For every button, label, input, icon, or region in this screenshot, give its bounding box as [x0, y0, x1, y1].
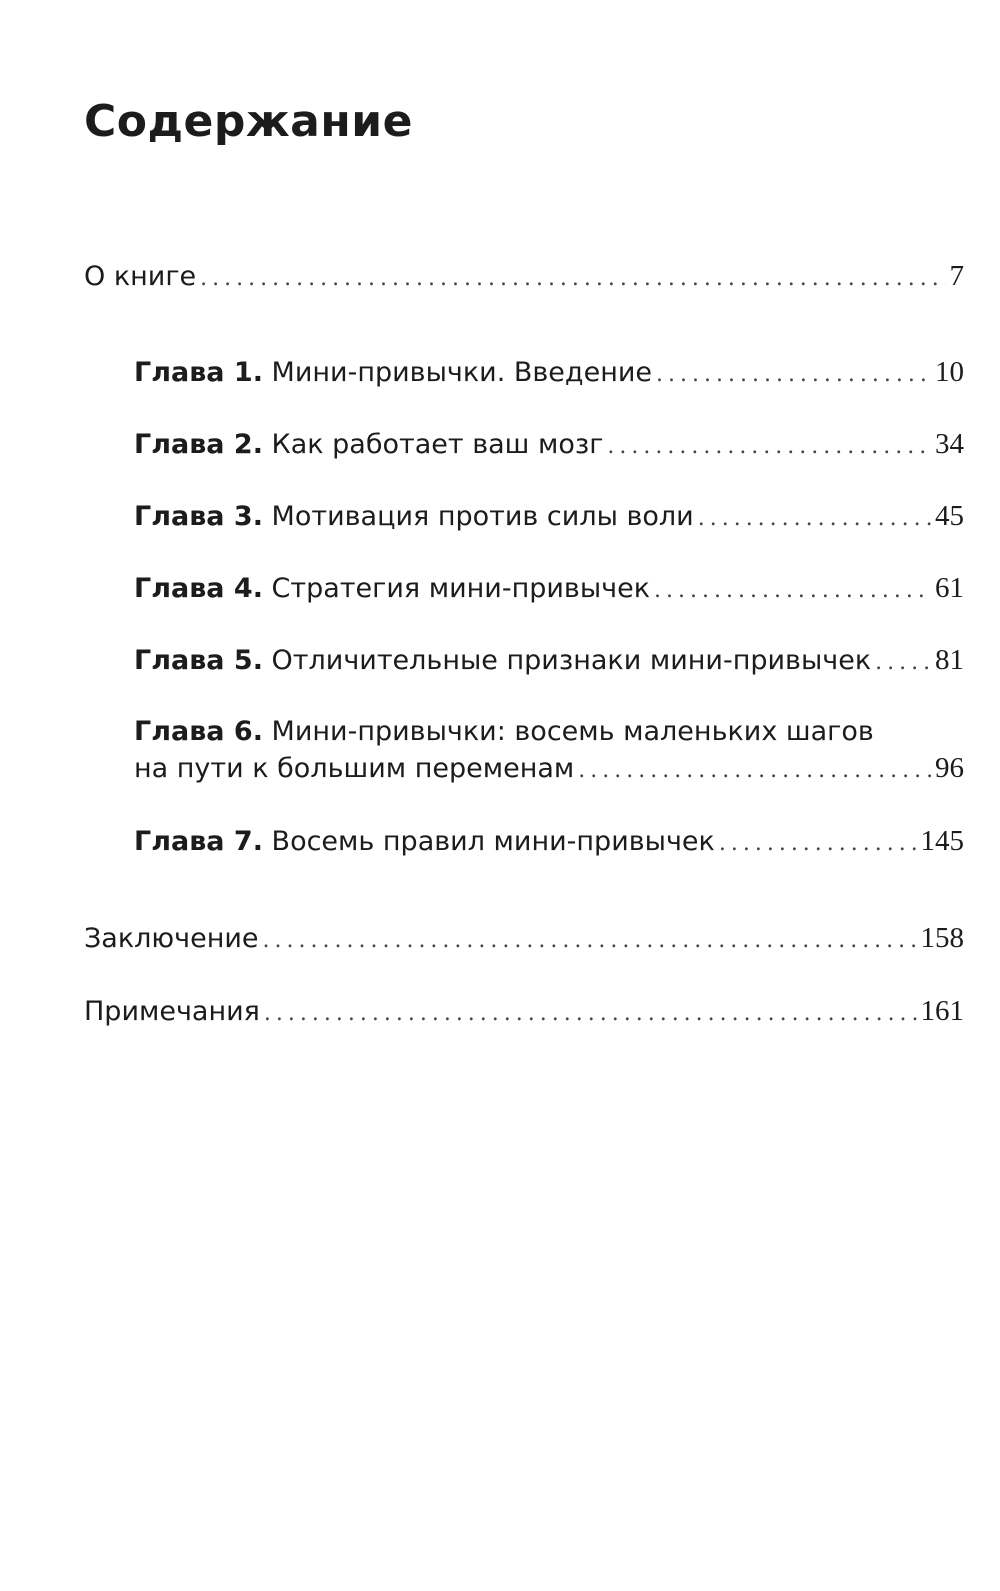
toc-entry-chapter-3[interactable]: [134, 498, 964, 537]
toc-entry-about[interactable]: [84, 258, 964, 297]
toc-entry-label: [134, 714, 964, 750]
toc-entry-label: [134, 499, 694, 535]
toc-entry-chapter-5[interactable]: [134, 642, 964, 681]
toc-entry-label: [134, 355, 652, 391]
chapter-prefix: Глава 2.: [134, 429, 263, 460]
dot-leader: [875, 645, 931, 681]
dot-leader: [200, 261, 945, 297]
toc-entry-label: [134, 643, 871, 679]
chapter-title: Мини-привычки. Введение: [271, 357, 653, 388]
chapter-title: Отличительные признаки мини-привычек: [271, 645, 872, 676]
toc-entry-label: Заключение: [84, 923, 259, 954]
toc-entry-label: Примечания: [84, 996, 260, 1027]
toc-entry-label: [134, 427, 603, 463]
dot-leader: [654, 573, 931, 609]
dot-leader: [578, 753, 931, 789]
chapter-prefix: Глава 1.: [134, 357, 263, 388]
dot-leader: [656, 357, 931, 393]
toc-entry-chapter-4[interactable]: [134, 570, 964, 609]
toc-page-number: 158: [920, 922, 964, 954]
chapter-title: Стратегия мини-привычек: [271, 573, 651, 604]
chapter-title-line1: Мини-привычки: восемь маленьких шагов: [271, 716, 874, 747]
toc-page-number: 34: [935, 428, 964, 460]
toc-page-number: 96: [935, 752, 964, 784]
toc-entry-chapter-6[interactable]: [134, 714, 964, 789]
chapter-prefix: Глава 4.: [134, 573, 263, 604]
toc-page-number: 161: [920, 995, 964, 1027]
chapter-title: Как работает ваш мозг: [271, 429, 604, 460]
toc-entry-label: [134, 824, 715, 860]
toc-page-number: 10: [935, 356, 964, 388]
chapter-prefix: Глава 3.: [134, 501, 263, 532]
page-title: Содержание: [84, 96, 413, 147]
dot-leader: [607, 429, 931, 465]
toc-page-number: 45: [935, 500, 964, 532]
toc-entry-notes[interactable]: [84, 993, 964, 1032]
toc-page-number: 145: [920, 825, 964, 857]
toc-entry-conclusion[interactable]: [84, 920, 964, 959]
chapter-prefix: Глава 6.: [134, 716, 263, 747]
toc-entry-label: [134, 571, 650, 607]
toc-page-number: 7: [949, 260, 964, 292]
chapter-title: Восемь правил мини-привычек: [271, 826, 715, 857]
toc-entry-chapter-7[interactable]: [134, 823, 964, 862]
toc-entry-label: О книге: [84, 261, 197, 292]
chapter-prefix: Глава 5.: [134, 645, 263, 676]
toc-entry-chapter-1[interactable]: [134, 354, 964, 393]
toc-entry-chapter-2[interactable]: [134, 426, 964, 465]
chapter-title: Мотивация против силы воли: [271, 501, 694, 532]
chapter-title-line2: на пути к большим переменам: [134, 753, 575, 784]
toc-page-number: 61: [935, 572, 964, 604]
dot-leader: [264, 996, 917, 1032]
toc-entry-second-line: [134, 750, 964, 789]
chapter-prefix: Глава 7.: [134, 826, 263, 857]
dot-leader: [698, 501, 931, 537]
toc-page-number: 81: [935, 644, 964, 676]
dot-leader: [719, 826, 917, 862]
dot-leader: [263, 923, 917, 959]
